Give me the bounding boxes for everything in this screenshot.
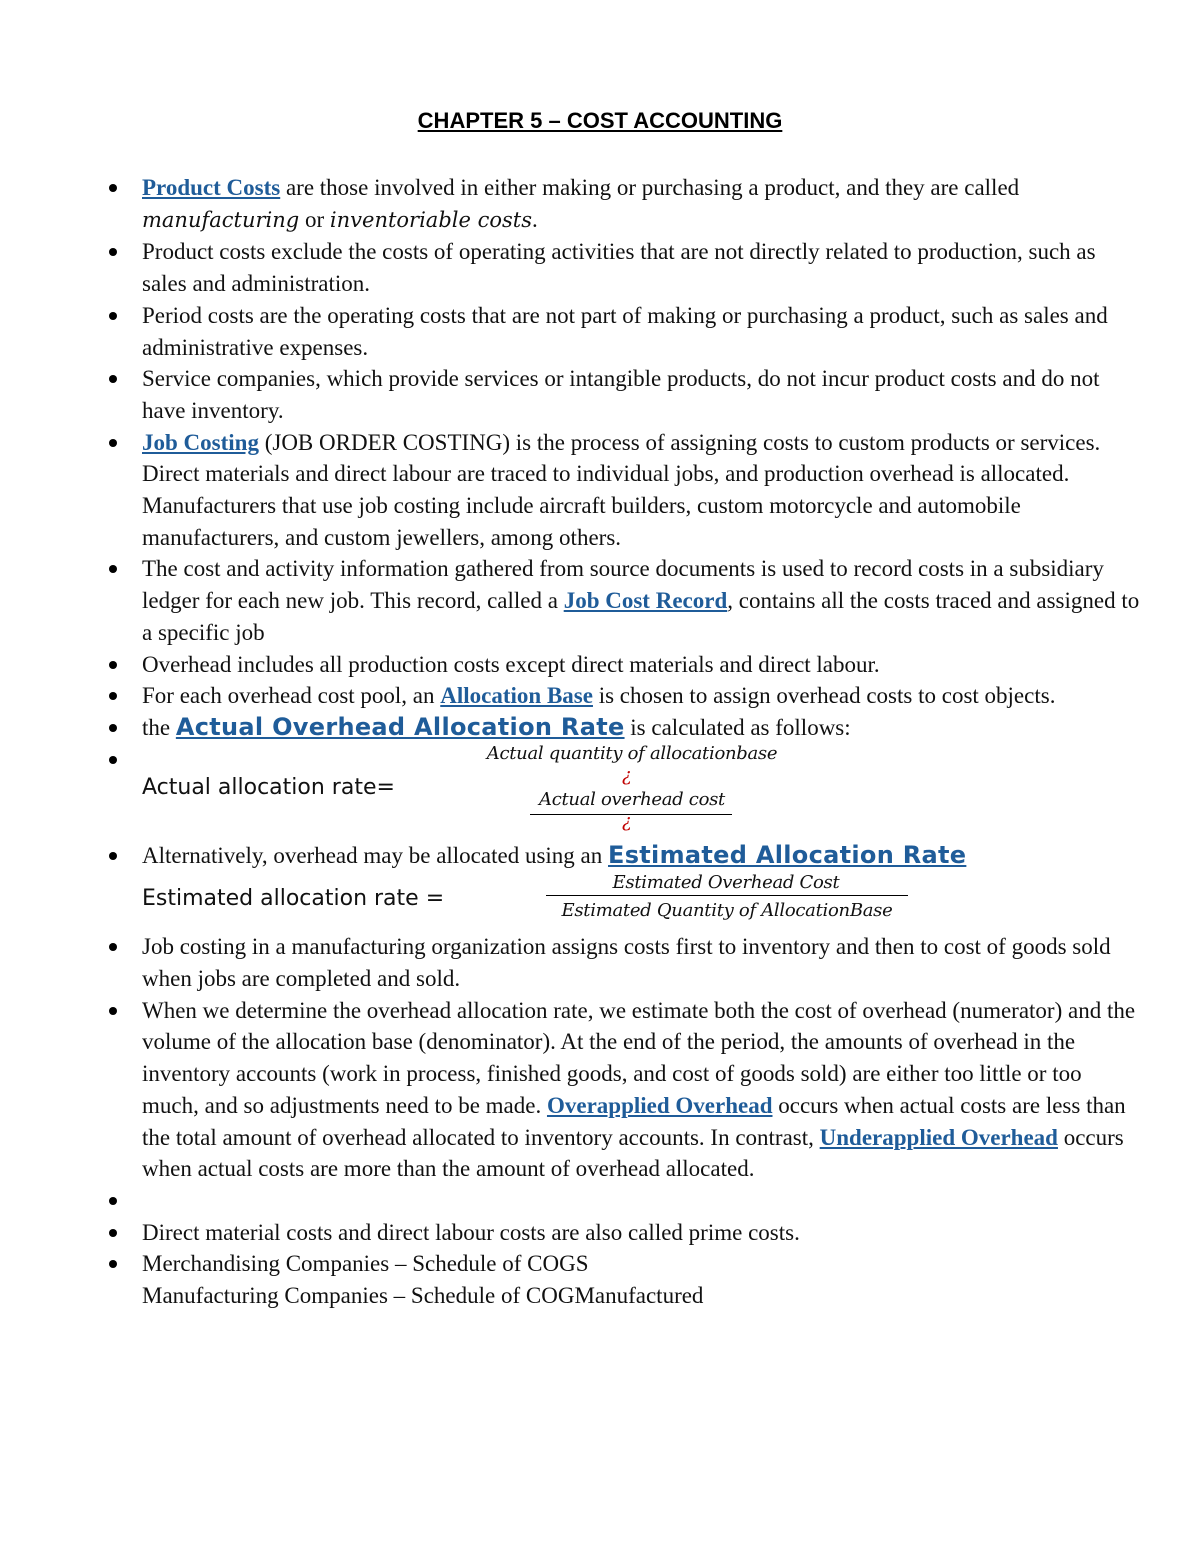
list-item: Period costs are the operating costs that are not part of making or purchasing a product, such as sales and administrative expenses. xyxy=(142,300,1142,363)
list-item: Direct material costs and direct labour costs are also called prime costs. xyxy=(142,1217,1142,1249)
term-actual-overhead-allocation-rate[interactable]: Actual Overhead Allocation Rate xyxy=(175,712,625,741)
page-title: CHAPTER 5 – COST ACCOUNTING xyxy=(417,108,783,133)
list-item-job-costing: Job Costing (JOB ORDER COSTING) is the process of assigning costs to custom products or services. Direct materials and direct labour are traced to individual jobs, and production overhead is allocated. Manufacturers that use job costing include aircraft builders, custom motorcycle and automobile manufacturers, and custom jewellers, among others. xyxy=(142,427,1142,554)
list-item: Overhead includes all production costs except direct materials and direct labour. xyxy=(142,649,1142,681)
list-item-schedules: Merchandising Companies – Schedule of COGS Manufacturing Companies – Schedule of COGManufactured xyxy=(142,1248,1142,1311)
bullet-list xyxy=(142,172,1142,1312)
term-underapplied-overhead[interactable]: Underapplied Overhead xyxy=(819,1124,1058,1150)
list-item: Service companies, which provide services or intangible products, do not incur product costs and do not have inventory. xyxy=(142,363,1142,426)
list-item-estimated-rate: Alternatively, overhead may be allocated using an Estimated Allocation Rate xyxy=(142,840,1142,872)
term-overapplied-overhead[interactable]: Overapplied Overhead xyxy=(546,1092,773,1118)
estimated-formula xyxy=(142,871,1142,931)
actual-rate-numerator: Actual quantity of allocationbase xyxy=(486,742,778,764)
list-item: Job costing in a manufacturing organization assigns costs first to inventory and then to cost of goods sold when jobs are completed and sold. xyxy=(142,931,1142,994)
list-item-actual-formula xyxy=(142,744,1142,840)
estimated-rate-label: Estimated allocation rate = xyxy=(142,886,445,912)
actual-rate-mark-2: ¿ xyxy=(622,810,632,832)
term-allocation-base[interactable]: Allocation Base xyxy=(440,683,593,709)
list-item-actual-rate: the Actual Overhead Allocation Rate is calculated as follows: xyxy=(142,712,1142,744)
term-job-costing[interactable]: Job Costing xyxy=(142,429,259,455)
actual-rate-mark-1: ¿ xyxy=(622,764,632,786)
list-item: Product costs exclude the costs of operating activities that are not directly related to production, such as sales and administration. xyxy=(142,236,1142,299)
actual-rate-label: Actual allocation rate= xyxy=(142,774,395,800)
list-item-job-cost-record: The cost and activity information gathered from source documents is used to record costs in a subsidiary ledger for each new job. This record, called a Job Cost Record, contains all the costs traced and assigned to a specific job xyxy=(142,553,1142,648)
term-estimated-allocation-rate[interactable]: Estimated Allocation Rate xyxy=(608,840,967,869)
estimated-rate-denominator: Estimated Quantity of AllocationBase xyxy=(561,900,893,922)
list-item-allocation-base: For each overhead cost pool, an Allocation Base is chosen to assign overhead costs to cost objects. xyxy=(142,680,1142,712)
term-product-costs[interactable]: Product Costs xyxy=(142,175,281,200)
estimated-rate-numerator: Estimated Overhead Cost xyxy=(612,872,840,894)
list-item-empty xyxy=(142,1185,1142,1217)
term-job-cost-record[interactable]: Job Cost Record xyxy=(563,588,728,614)
list-item-over-under-applied: When we determine the overhead allocation rate, we estimate both the cost of overhead (numerator) and the volume of the allocation base (denominator). At the end of the period, the amounts of overhead in the inventory accounts (work in process, finished goods, and cost of goods sold) are either too little or too much, and so adjustments need to be made. Overapplied Overhead occurs when actual costs are less than the total amount of overhead allocated to inventory accounts. In contrast, Underapplied Overhead occurs when actual costs are more than the amount of overhead allocated. xyxy=(142,995,1142,1185)
actual-rate-denominator: Actual overhead cost xyxy=(539,788,725,810)
list-item-product-costs: Product Costs are those involved in either making or purchasing a product, and they are called manufacturing or inventoriable costs. xyxy=(142,172,1142,236)
